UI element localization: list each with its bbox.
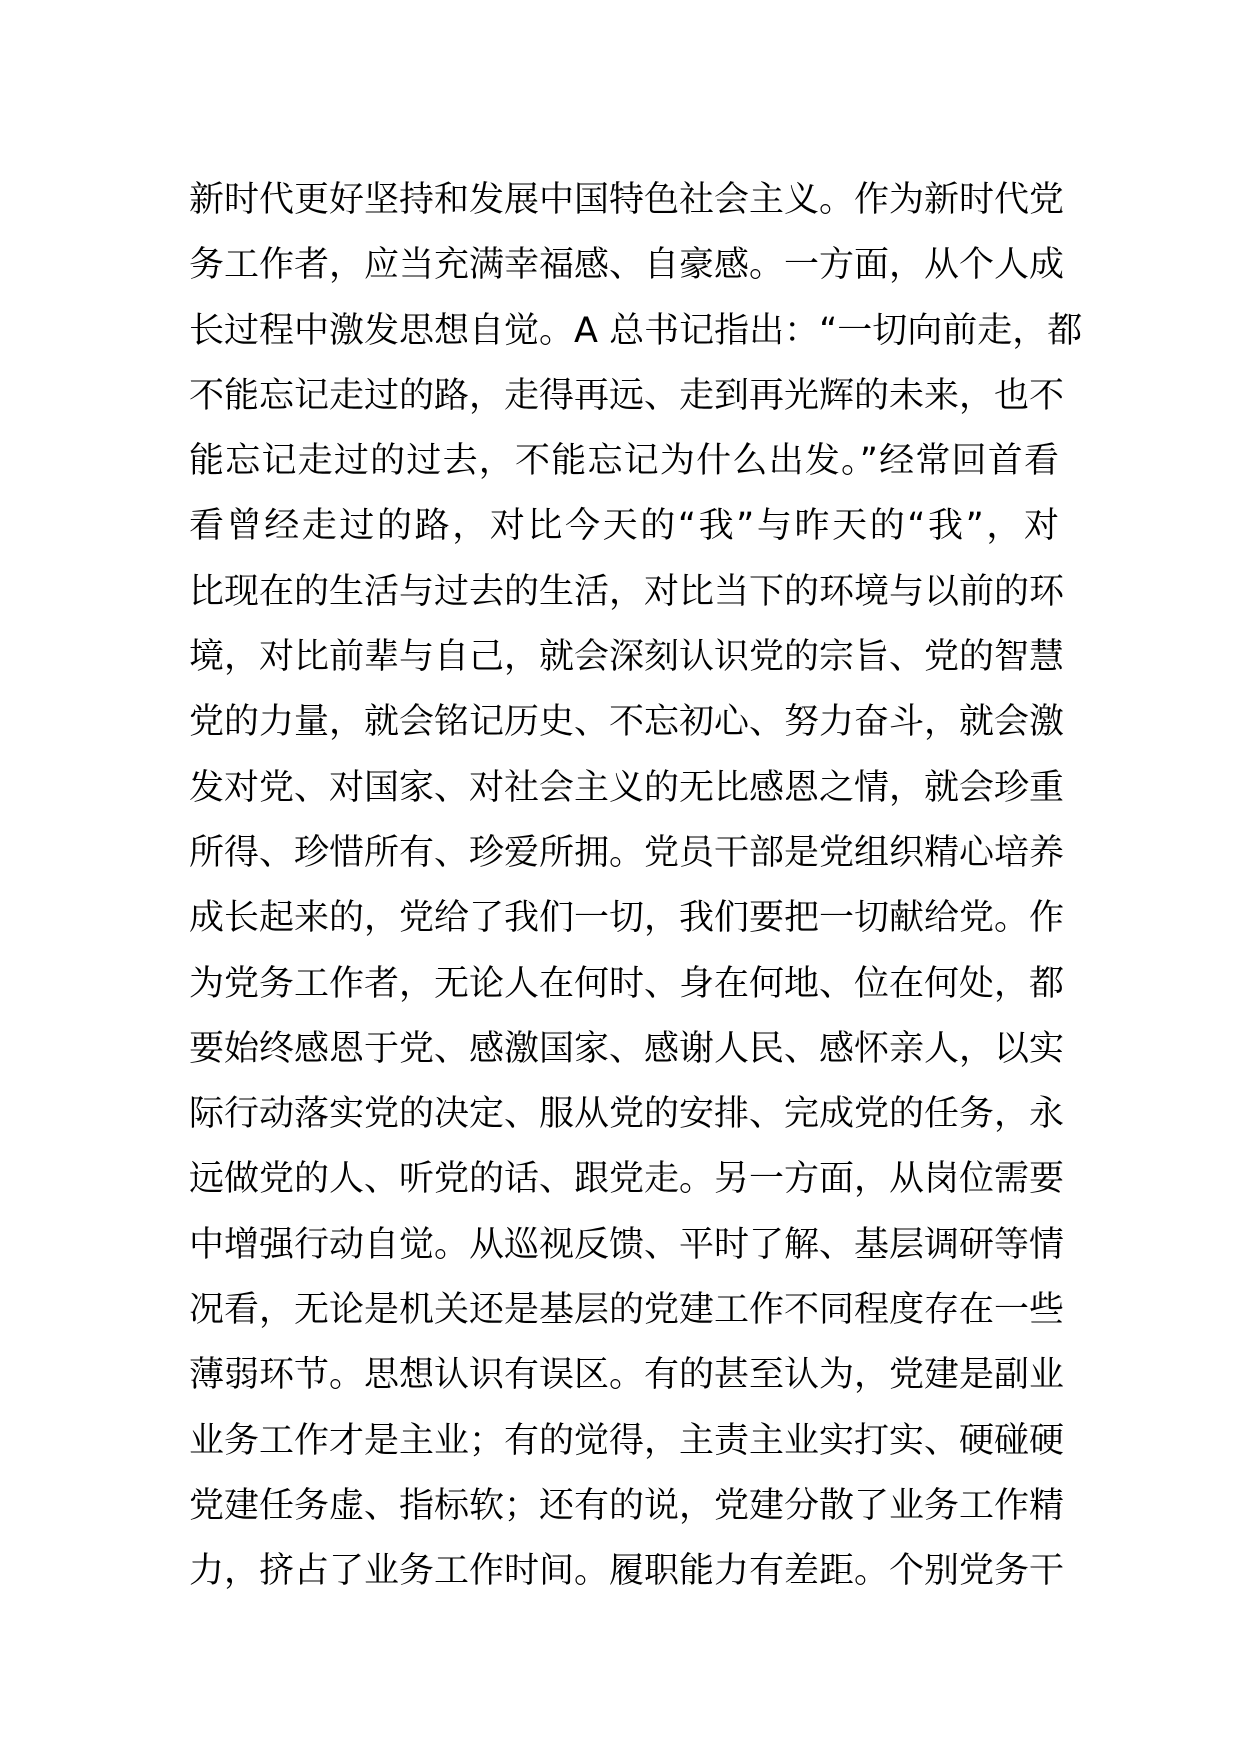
text-line: 远做党的人、听党的话、跟党走。另一方面，从岗位需要 — [189, 1159, 1065, 1200]
text-line: 比现在的生活与过去的生活，对比当下的环境与以前的环 — [189, 571, 1065, 612]
text-line: 长过程中激发思想自觉。A 总书记指出：“一切向前走，都 — [189, 310, 1083, 351]
text-line: 发对党、对国家、对社会主义的无比感恩之情，就会珍重 — [189, 767, 1065, 808]
text-line: 党建任务虚、指标软；还有的说，党建分散了业务工作精 — [189, 1485, 1065, 1526]
text-line: 能忘记走过的过去，不能忘记为什么出发。”经常回首看 — [189, 441, 1059, 482]
text-line: 成长起来的，党给了我们一切，我们要把一切献给党。作 — [189, 898, 1065, 939]
text-line: 薄弱环节。思想认识有误区。有的甚至认为，党建是副业 — [189, 1355, 1065, 1396]
text-line: 况看，无论是机关还是基层的党建工作不同程度存在一些 — [189, 1290, 1065, 1331]
text-line: 看曾经走过的路，对比今天的“我”与昨天的“我”，对 — [189, 506, 1059, 547]
text-line: 力，挤占了业务工作时间。履职能力有差距。个别党务干 — [189, 1551, 1065, 1592]
text-line: 所得、珍惜所有、珍爱所拥。党员干部是党组织精心培养 — [189, 832, 1065, 873]
text-line: 要始终感恩于党、感激国家、感谢人民、感怀亲人，以实 — [189, 1028, 1065, 1069]
text-line: 不能忘记走过的路，走得再远、走到再光辉的未来，也不 — [189, 375, 1065, 416]
text-line: 际行动落实党的决定、服从党的安排、完成党的任务，永 — [189, 1094, 1065, 1135]
text-line: 党的力量，就会铭记历史、不忘初心、努力奋斗，就会激 — [189, 702, 1065, 743]
text-line: 中增强行动自觉。从巡视反馈、平时了解、基层调研等情 — [189, 1224, 1065, 1265]
text-line: 业务工作才是主业；有的觉得，主责主业实打实、硬碰硬 — [189, 1420, 1065, 1461]
text-line: 为党务工作者，无论人在何时、身在何地、位在何处，都 — [189, 963, 1065, 1004]
body-text — [189, 168, 1083, 1605]
text-line: 新时代更好坚持和发展中国特色社会主义。作为新时代党 — [189, 180, 1065, 220]
text-line: 境，对比前辈与自己，就会深刻认识党的宗旨、党的智慧 — [189, 637, 1065, 678]
text-line: 务工作者，应当充满幸福感、自豪感。一方面，从个人成 — [189, 245, 1065, 286]
